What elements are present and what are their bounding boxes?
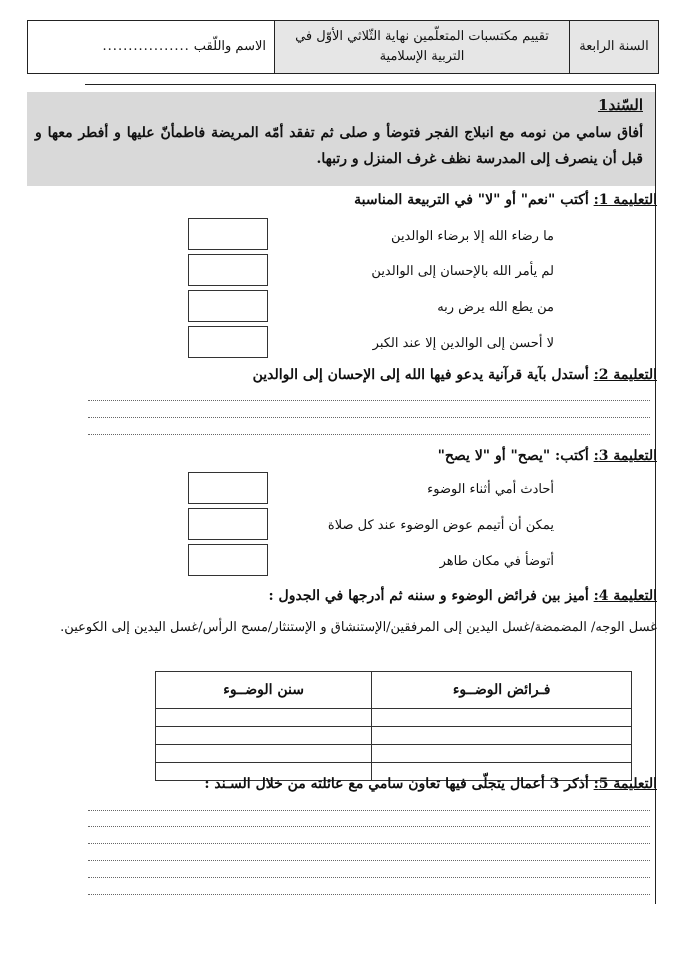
- task3-statement: أتوضأ في مكان طاهر: [439, 554, 554, 569]
- task2-instruction: [253, 367, 657, 383]
- frame-top-border: [85, 84, 655, 85]
- answer-line[interactable]: [88, 810, 650, 811]
- task3-statement: يمكن أن أتيمم عوض الوضوء عند كل صلاة: [327, 518, 554, 533]
- answer-line[interactable]: [88, 843, 650, 844]
- header: [27, 20, 659, 74]
- table-row: [156, 745, 632, 763]
- grade-label: السنة الرابعة: [579, 39, 649, 54]
- name-label: الاسم واللّقب: [193, 39, 266, 54]
- answer-box[interactable]: [188, 218, 268, 250]
- task1-statement: ما رضاء الله إلا برضاء الوالدين: [391, 229, 554, 244]
- name-cell[interactable]: [28, 21, 274, 73]
- exam-title: تقييم مكتسبات المتعلّمين نهاية الثّلاثي الأوّل في التربية الإسلامية: [295, 29, 549, 64]
- task3-label: التعليمة 3:: [593, 448, 657, 464]
- answer-line[interactable]: [88, 877, 650, 878]
- sanad-title: السّند1: [598, 96, 643, 114]
- wudu-table: [155, 671, 632, 781]
- task1-statement: لا أحسن إلى الوالدين إلا عند الكبر: [372, 336, 554, 351]
- table-row: [156, 709, 632, 727]
- answer-box[interactable]: [188, 508, 268, 540]
- table-cell[interactable]: [156, 745, 372, 763]
- table-header-sunan: سنن الوضــوء: [156, 672, 372, 709]
- answer-box[interactable]: [188, 472, 268, 504]
- task1-statement: لم يأمر الله بالإحسان إلى الوالدين: [371, 264, 554, 279]
- table-cell[interactable]: [156, 709, 372, 727]
- task4-text: أميز بين فرائض الوضوء و سننه ثم أدرجها في الجدول :: [268, 588, 589, 604]
- answer-line[interactable]: [88, 894, 650, 895]
- answer-line[interactable]: [88, 434, 650, 435]
- task1-text: أكتب "نعم" أو "لا" في التربيعة المناسبة: [354, 192, 589, 208]
- table-cell[interactable]: [372, 745, 632, 763]
- answer-box[interactable]: [188, 544, 268, 576]
- task1-instruction: [354, 192, 657, 208]
- task1-label: التعليمة 1:: [593, 192, 657, 208]
- answer-box[interactable]: [188, 326, 268, 358]
- task5-text: أذكر 3 أعمال يتجلّى فيها تعاون سامي مع عائلته من خلال السـند :: [204, 776, 589, 792]
- task2-text: أستدل بآية قرآنية يدعو فيها الله إلى الإحسان إلى الوالدين: [252, 367, 589, 383]
- table-cell[interactable]: [156, 727, 372, 745]
- grade-cell: [569, 21, 658, 73]
- task4-label: التعليمة 4:: [593, 588, 657, 604]
- answer-box[interactable]: [188, 290, 268, 322]
- task2-label: التعليمة 2:: [593, 367, 657, 383]
- task1-statement: من يطع الله يرض ربه: [437, 300, 554, 315]
- sanad-block: [27, 92, 655, 186]
- answer-line[interactable]: [88, 826, 650, 827]
- table-cell[interactable]: [372, 727, 632, 745]
- task4-instruction: [269, 588, 658, 604]
- name-dots[interactable]: .................: [102, 39, 190, 54]
- answer-line[interactable]: [88, 860, 650, 861]
- answer-box[interactable]: [188, 254, 268, 286]
- task3-statement: أحادث أمي أثناء الوضوء: [427, 482, 554, 497]
- task5-instruction: [204, 776, 657, 792]
- title-cell: [274, 21, 569, 73]
- task3-text: أكتب: "يصح" أو "لا يصح": [437, 448, 589, 464]
- answer-line[interactable]: [88, 417, 650, 418]
- answer-line[interactable]: [88, 400, 650, 401]
- table-row: [156, 727, 632, 745]
- sanad-text: أفاق سامي من نومه مع انبلاج الفجر فتوضأ و صلى ثم تفقد أمّه المريضة فاطمأنّ عليها و أفطر معها و قبل أن ينصرف إلى المدرسة نظف غرف المنزل و رتبها.: [35, 125, 643, 167]
- word-list: غسل الوجه/ المضمضة/غسل اليدين إلى المرفقين/الإستنشاق و الإستنثار/مسح الرأس/غسل اليدين إلى الكوعين.: [60, 620, 657, 635]
- task3-instruction: [438, 448, 657, 464]
- table-cell[interactable]: [372, 709, 632, 727]
- table-header-faraid: فـرائض الوضــوء: [372, 672, 632, 709]
- task5-label: التعليمة 5:: [593, 776, 657, 792]
